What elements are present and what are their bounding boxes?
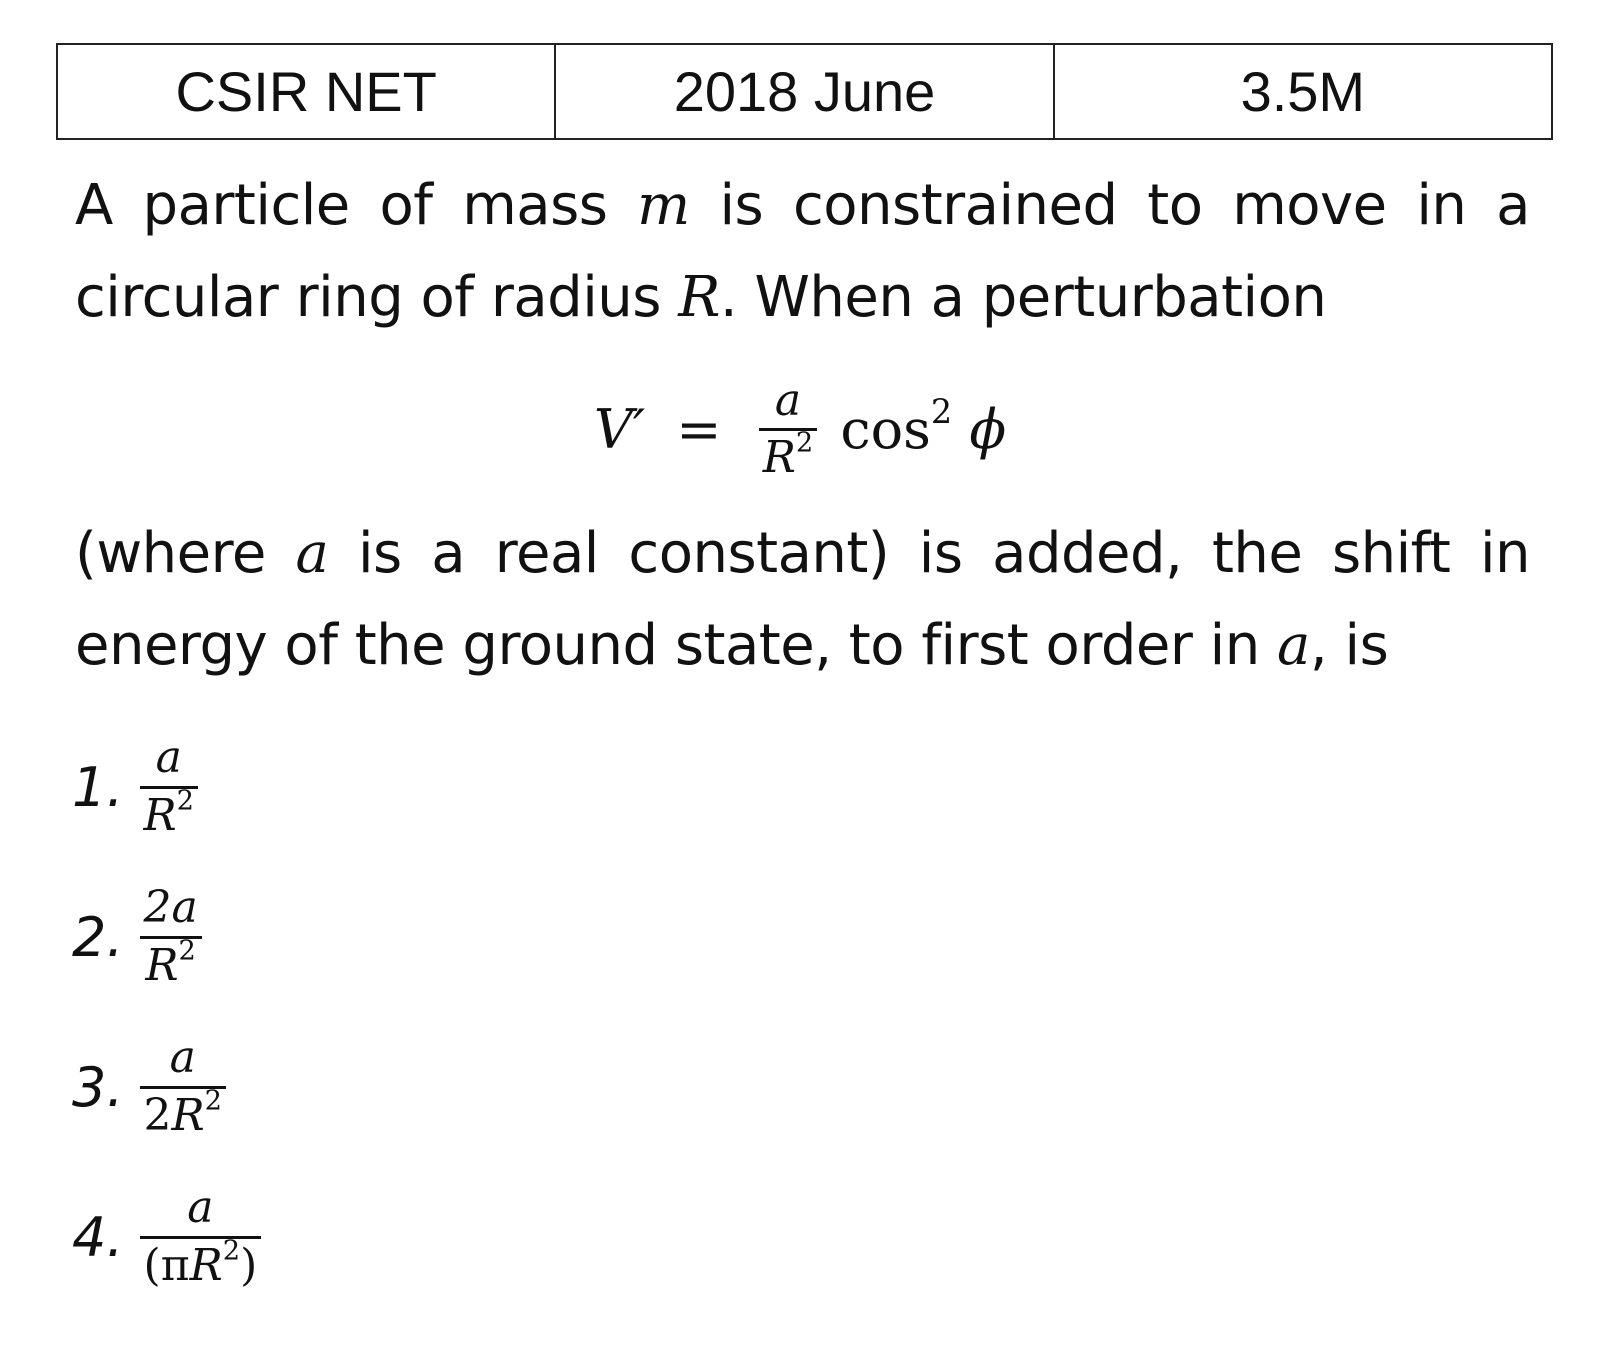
option-number: 4. [72,1205,124,1269]
question-paragraph-1 [75,160,1530,344]
option-fraction: $\frac{a}{(\pi R^2)}$ [140,1185,262,1288]
question-line-4: energy of the ground state, to first order in a, is [75,613,1389,678]
option-fraction: $\frac{a}{2R^2}$ [140,1035,227,1138]
fraction-denominator: $R^2$ [759,428,818,481]
var-m: m [637,173,690,238]
option-fraction: $\frac{2a}{R^2}$ [140,885,202,988]
question-line-2: circular ring of radius R. When a perturbation [75,265,1327,330]
session-cell: 2018 June [555,44,1053,139]
equation-fraction [759,375,818,484]
question-paragraph-2 [75,508,1530,692]
option-4[interactable] [72,1162,267,1312]
var-R: R [678,265,720,330]
equation-lhs: V′ [593,398,646,462]
option-number: 3. [72,1055,124,1119]
info-table [56,43,1553,140]
equation-equals: = [676,398,722,462]
fraction-numerator: a [774,375,802,426]
var-a: a [1277,613,1310,678]
info-row [57,44,1552,139]
var-a: a [295,521,329,586]
option-fraction: $\frac{a}{R^2}$ [140,735,199,838]
option-3[interactable] [72,1012,267,1162]
question-line-1: A particle of mass m is constrained to move in a [75,173,1530,238]
option-number: 1. [72,755,124,819]
option-2[interactable] [72,862,267,1012]
answer-options [72,712,267,1312]
equation-cos-term: $\cos^2 \phi$ [840,392,1007,462]
exam-cell: CSIR NET [57,44,555,139]
perturbation-equation [0,375,1600,484]
marks-cell: 3.5M [1054,44,1552,139]
question-line-3: (where a is a real constant) is added, the shift in [75,521,1531,586]
option-number: 2. [72,905,124,969]
option-1[interactable] [72,712,267,862]
